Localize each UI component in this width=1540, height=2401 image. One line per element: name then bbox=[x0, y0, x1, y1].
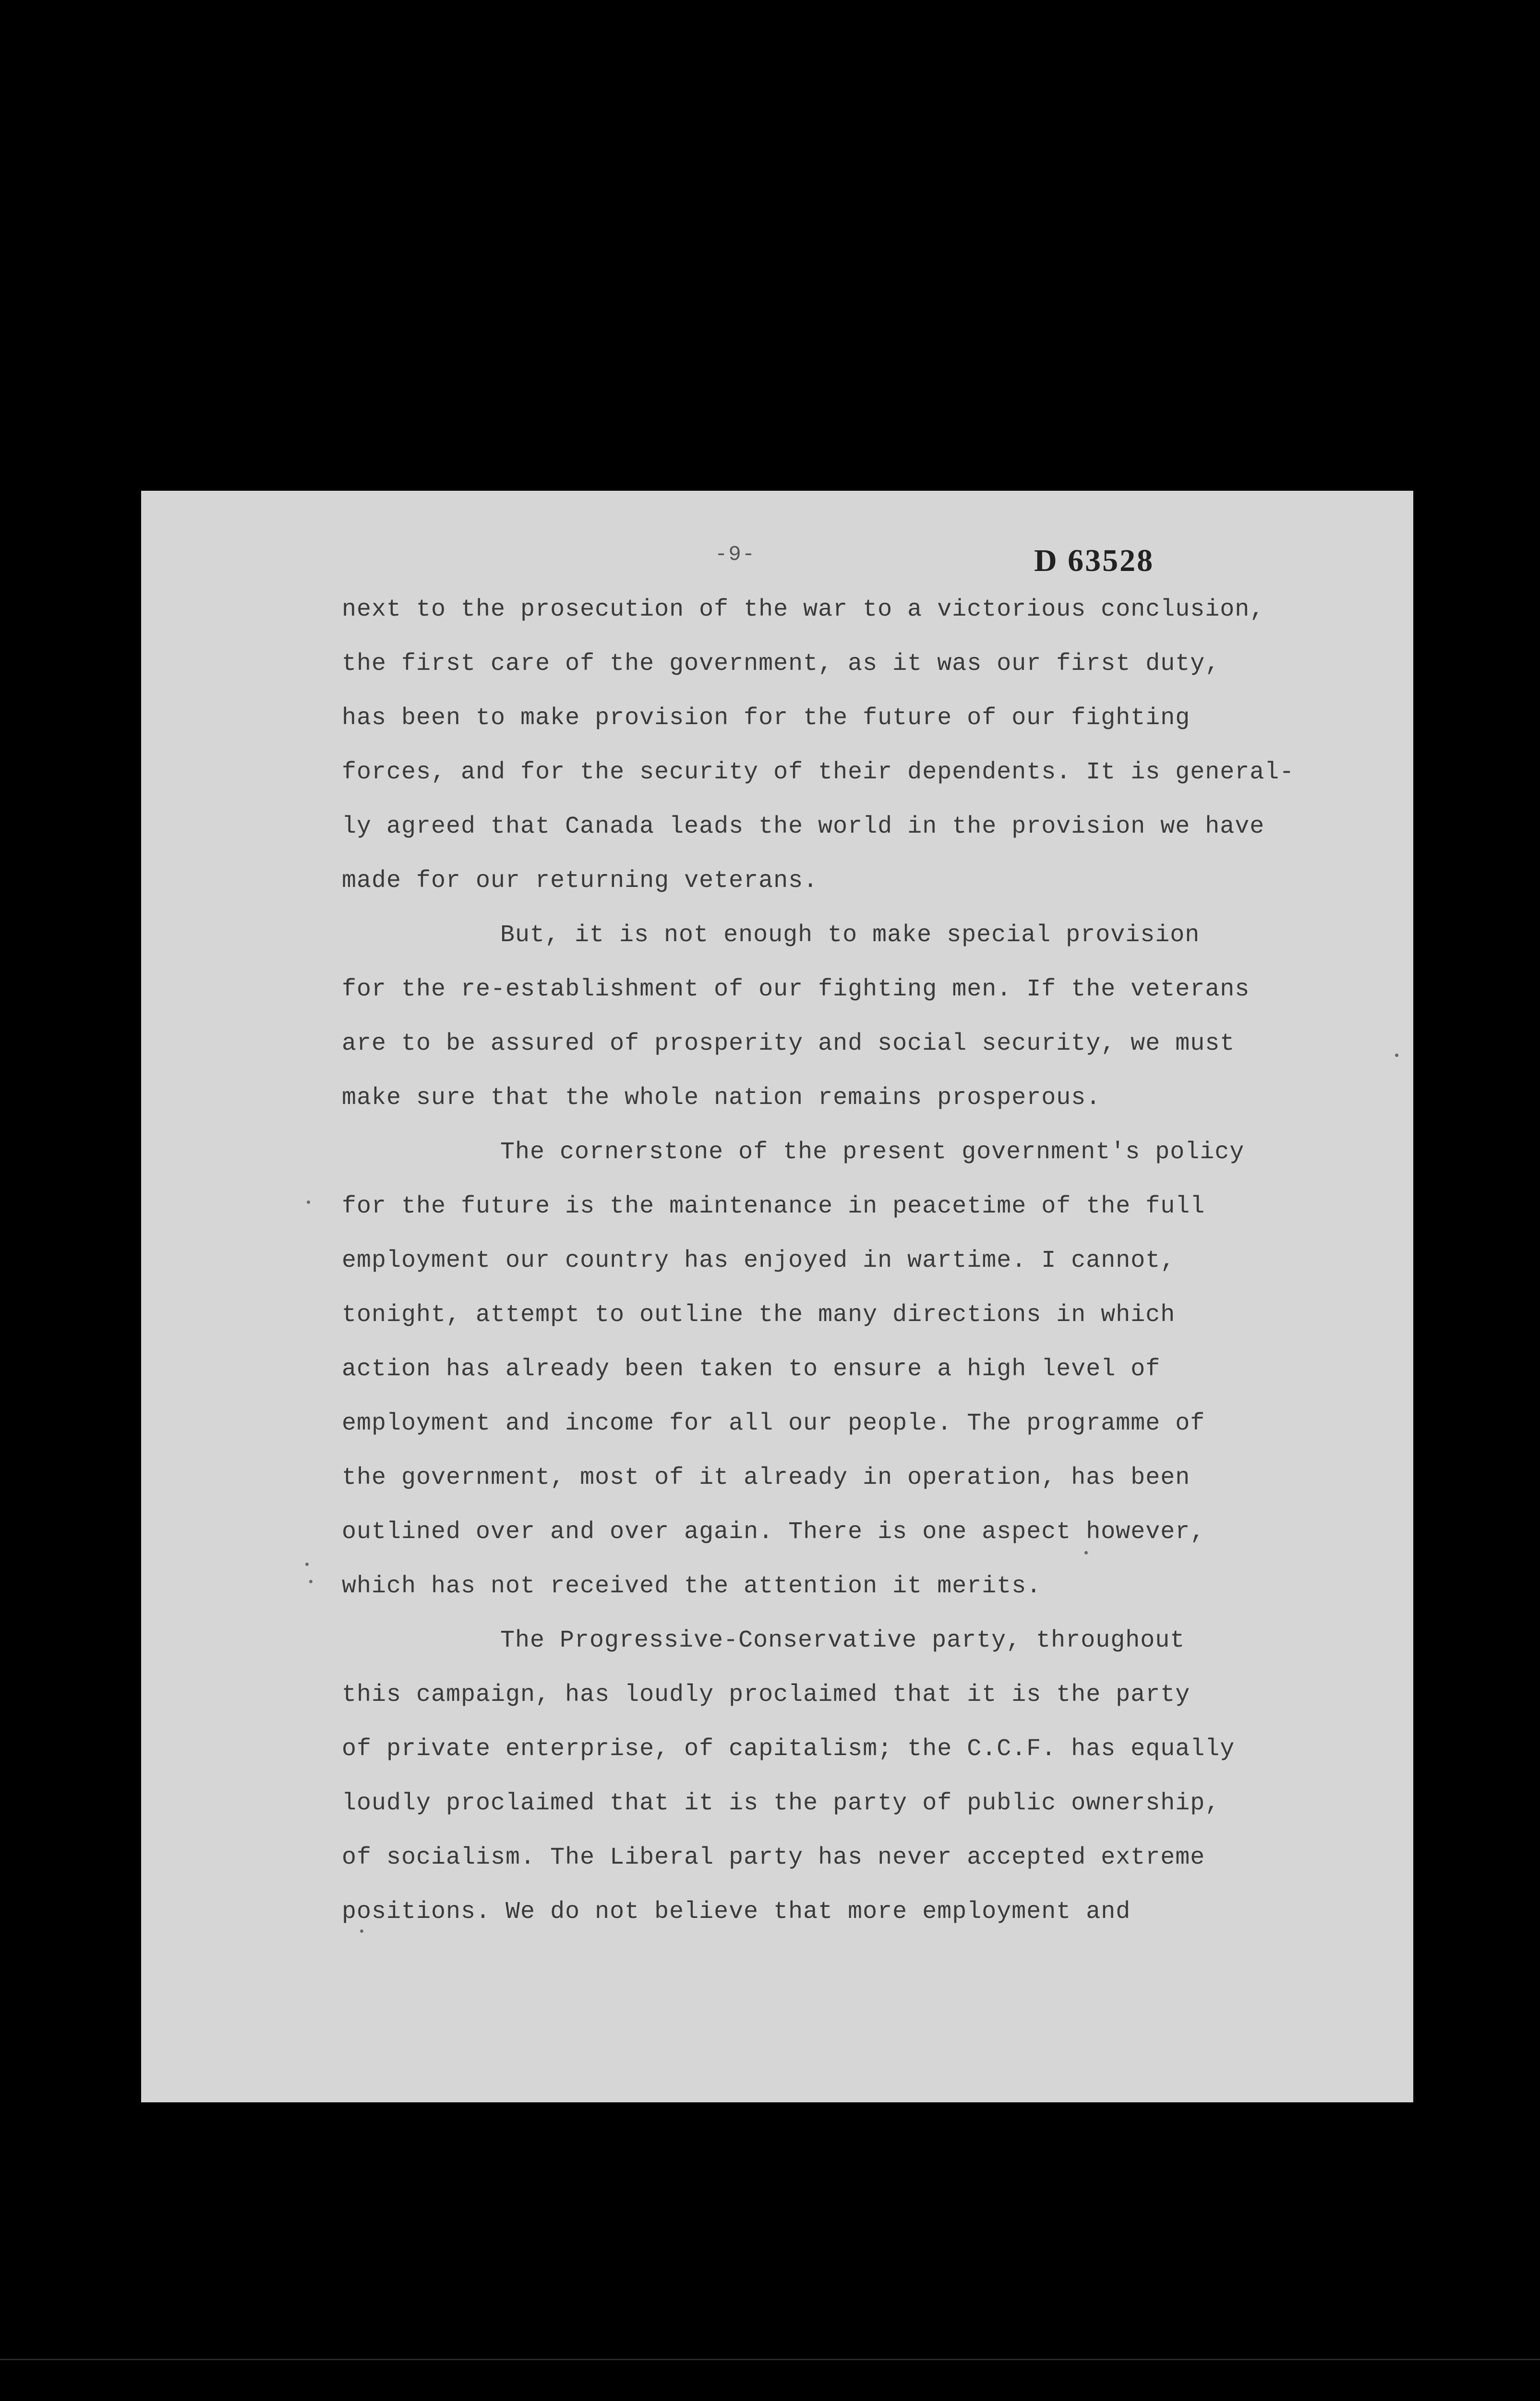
text-line: forces, and for the security of their dependents. It is general- bbox=[342, 759, 1295, 786]
text-line: make sure that the whole nation remains prosperous. bbox=[342, 1084, 1101, 1112]
paper-speck bbox=[307, 1200, 310, 1204]
text-line: outlined over and over again. There is one aspect however, bbox=[342, 1518, 1205, 1546]
text-line: next to the prosecution of the war to a victorious conclusion, bbox=[342, 596, 1265, 623]
paper-speck bbox=[1395, 1054, 1398, 1057]
text-line: has been to make provision for the future of our fighting bbox=[342, 704, 1191, 732]
text-line: of private enterprise, of capitalism; the C.C.F. has equally bbox=[342, 1735, 1235, 1763]
text-line: tonight, attempt to outline the many directions in which bbox=[342, 1301, 1176, 1329]
text-line: which has not received the attention it merits. bbox=[342, 1573, 1042, 1600]
text-line: positions. We do not believe that more employment and bbox=[342, 1898, 1131, 1926]
text-line: this campaign, has loudly proclaimed that it is the party bbox=[342, 1681, 1191, 1709]
text-line: the government, most of it already in operation, has been bbox=[342, 1464, 1191, 1492]
text-line: But, it is not enough to make special provision bbox=[500, 922, 1200, 949]
document-id-stamp: D 63528 bbox=[1034, 543, 1155, 578]
text-line: employment and income for all our people. The programme of bbox=[342, 1410, 1205, 1437]
page-number: -9- bbox=[715, 543, 756, 567]
text-line: employment our country has enjoyed in wartime. I cannot, bbox=[342, 1247, 1176, 1274]
text-line: loudly proclaimed that it is the party of public ownership, bbox=[342, 1790, 1220, 1817]
paper-speck bbox=[305, 1563, 309, 1566]
paper-speck bbox=[309, 1580, 313, 1583]
text-line: action has already been taken to ensure a high level of bbox=[342, 1356, 1161, 1383]
scan-edge-line bbox=[0, 2359, 1540, 2360]
text-line: made for our returning veterans. bbox=[342, 867, 818, 895]
text-line: are to be assured of prosperity and social security, we must bbox=[342, 1030, 1235, 1057]
text-line: for the re-establishment of our fighting men. If the veterans bbox=[342, 976, 1250, 1003]
text-line: ly agreed that Canada leads the world in the provision we have bbox=[342, 813, 1265, 840]
text-line: The Progressive-Conservative party, throughout bbox=[500, 1627, 1185, 1654]
document-page bbox=[141, 491, 1413, 2102]
text-line: the first care of the government, as it was our first duty, bbox=[342, 650, 1220, 678]
paper-speck bbox=[1084, 1551, 1088, 1554]
text-line: for the future is the maintenance in peacetime of the full bbox=[342, 1193, 1205, 1220]
text-line: of socialism. The Liberal party has never accepted extreme bbox=[342, 1844, 1205, 1871]
text-line: The cornerstone of the present government's policy bbox=[500, 1139, 1245, 1166]
paper-speck bbox=[360, 1929, 363, 1933]
